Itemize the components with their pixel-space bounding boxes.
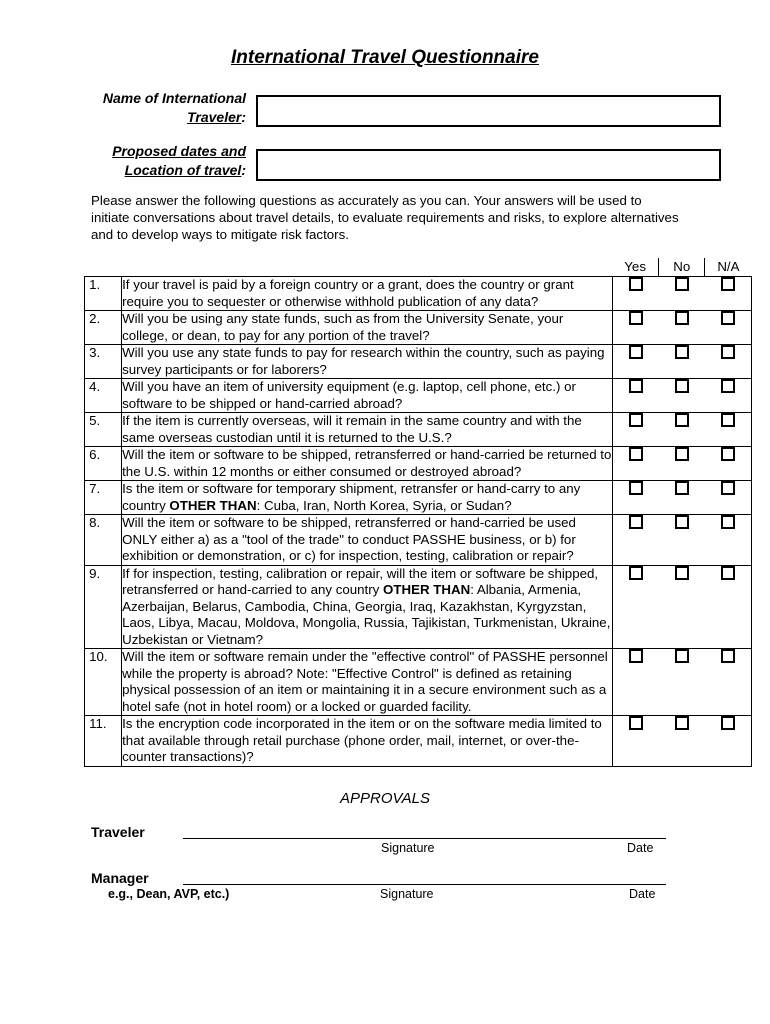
question-text xyxy=(122,277,612,311)
no-checkbox-cell xyxy=(659,311,705,345)
name-label-line2: Traveler xyxy=(187,109,242,125)
question-number: 4. xyxy=(85,379,122,413)
question-number: 2. xyxy=(85,311,122,345)
no-checkbox-cell xyxy=(659,515,705,566)
yes-checkbox[interactable] xyxy=(629,716,643,730)
yes-checkbox-cell xyxy=(612,481,659,515)
question-number: 5. xyxy=(85,413,122,447)
name-label-colon: : xyxy=(241,109,246,125)
question-text xyxy=(122,447,612,481)
na-checkbox-cell xyxy=(705,716,752,767)
question-text xyxy=(122,481,612,515)
question-text-content: Is the encryption code incorporated in the item or on the software media limited to that available through retail purchase (phone order, mail, internet, or over-the-counter transactions)? xyxy=(122,716,602,764)
question-row xyxy=(85,277,752,311)
question-row xyxy=(85,716,752,767)
question-row xyxy=(85,515,752,566)
dates-label-line2: Location of travel xyxy=(124,162,242,178)
yes-checkbox[interactable] xyxy=(629,481,643,495)
no-checkbox[interactable] xyxy=(675,481,689,495)
traveler-date-caption: Date xyxy=(627,841,654,855)
na-checkbox-cell xyxy=(705,481,752,515)
question-number: 9. xyxy=(85,565,122,649)
yes-checkbox-cell xyxy=(612,649,659,716)
na-checkbox-cell xyxy=(705,649,752,716)
dates-label-colon: : xyxy=(241,162,246,178)
header-blank xyxy=(85,258,613,277)
no-checkbox[interactable] xyxy=(675,649,689,663)
question-text-content: Will you be using any state funds, such as from the University Senate, your college, or dean, to pay for any portion of the travel? xyxy=(122,311,564,343)
question-text-part: : Albania, Armenia, Azerbaijan, Belarus, Cambodia, China, Georgia, Iraq, Kazakhstan, Kyrgyzstan, Laos, Libya, Macau, Moldova, Mongolia, Russia, Tajikistan, Turkmenistan, Ukraine, Uzbekistan or Vietnam? xyxy=(122,582,611,647)
column-header-no: No xyxy=(659,258,705,277)
question-row xyxy=(85,345,752,379)
question-number: 1. xyxy=(85,277,122,311)
no-checkbox-cell xyxy=(659,447,705,481)
yes-checkbox[interactable] xyxy=(629,277,643,291)
manager-approval-sublabel: e.g., Dean, AVP, etc.) xyxy=(108,887,230,901)
question-text-emphasis: OTHER THAN xyxy=(383,582,471,597)
na-checkbox[interactable] xyxy=(721,311,735,325)
question-row xyxy=(85,649,752,716)
question-text-part: If for inspection, testing, calibration or repair, will the item or software be shipped, retransferred or hand-carried to any country xyxy=(122,565,599,597)
question-text xyxy=(122,311,612,345)
column-header-yes: Yes xyxy=(624,259,646,274)
question-text xyxy=(122,515,612,566)
na-checkbox[interactable] xyxy=(721,413,735,427)
traveler-signature-caption: Signature xyxy=(381,841,435,855)
approvals-heading: APPROVALS xyxy=(339,790,431,807)
yes-checkbox[interactable] xyxy=(629,447,643,461)
question-text-content: Will the item or software remain under the "effective control" of PASSHE personnel while the property is abroad? Note: "Effective Control" is defined as retaining physical possession of an item or maintaining it in a secure environment such as a hotel safe (not in hotel room) or a locked or guarded facility. xyxy=(122,649,608,714)
no-checkbox-cell xyxy=(659,379,705,413)
manager-approval-label: Manager xyxy=(91,870,149,886)
yes-checkbox-cell xyxy=(612,565,659,649)
yes-checkbox[interactable] xyxy=(629,413,643,427)
manager-date-caption: Date xyxy=(629,887,656,901)
no-checkbox-cell xyxy=(659,716,705,767)
question-number: 10. xyxy=(85,649,122,716)
dates-label-line2-wrap xyxy=(80,161,246,180)
question-text xyxy=(122,565,612,649)
intro-paragraph: Please answer the following questions as accurately as you can. Your answers will be used to initiate conversations about travel details, to evaluate requirements and risks, to explore alternatives and to develop ways to mitigate risk factors. xyxy=(91,193,679,242)
question-text-emphasis: OTHER THAN xyxy=(169,497,257,513)
na-checkbox-cell xyxy=(705,311,752,345)
question-text-content: If your travel is paid by a foreign country or a grant, does the country or grant require you to sequester or otherwise withhold publication of any data? xyxy=(122,277,574,309)
na-checkbox[interactable] xyxy=(721,649,735,663)
no-checkbox[interactable] xyxy=(675,566,689,580)
yes-checkbox[interactable] xyxy=(629,311,643,325)
question-text xyxy=(122,649,612,716)
na-checkbox[interactable] xyxy=(721,481,735,495)
no-checkbox[interactable] xyxy=(675,413,689,427)
question-text-part: : Cuba, Iran, North Korea, Syria, or Sudan? xyxy=(256,497,512,513)
dates-label-line1: Proposed dates and xyxy=(112,143,246,159)
question-row xyxy=(85,481,752,515)
yes-checkbox-cell xyxy=(612,277,659,311)
no-checkbox[interactable] xyxy=(675,345,689,359)
question-text-part: Is the item or software for temporary shipment, retransfer or hand-carry to any country xyxy=(122,481,581,513)
yes-checkbox[interactable] xyxy=(629,566,643,580)
no-checkbox-cell xyxy=(659,277,705,311)
question-text xyxy=(122,379,612,413)
no-checkbox-cell xyxy=(659,481,705,515)
na-checkbox[interactable] xyxy=(721,515,735,529)
traveler-approval-label: Traveler xyxy=(91,824,145,840)
question-row xyxy=(85,565,752,649)
na-checkbox-cell xyxy=(705,413,752,447)
traveler-signature-line[interactable] xyxy=(183,838,666,839)
yes-checkbox-cell xyxy=(612,716,659,767)
question-text-content: Will you have an item of university equipment (e.g. laptop, cell phone, etc.) or software to be shipped or hand-carried abroad? xyxy=(122,379,576,411)
question-row xyxy=(85,413,752,447)
no-checkbox[interactable] xyxy=(675,447,689,461)
question-text xyxy=(122,413,612,447)
na-checkbox[interactable] xyxy=(721,379,735,393)
no-checkbox[interactable] xyxy=(675,311,689,325)
yes-checkbox-cell xyxy=(612,311,659,345)
no-checkbox[interactable] xyxy=(675,379,689,393)
question-number: 8. xyxy=(85,515,122,566)
question-text-content: If the item is currently overseas, will it remain in the same country and with the same overseas custodian until it is returned to the U.S.? xyxy=(122,413,582,445)
question-row xyxy=(85,379,752,413)
na-checkbox[interactable] xyxy=(721,277,735,291)
no-checkbox[interactable] xyxy=(675,515,689,529)
no-checkbox-cell xyxy=(659,649,705,716)
question-text xyxy=(122,716,612,767)
question-number: 6. xyxy=(85,447,122,481)
question-number: 7. xyxy=(85,481,122,515)
no-checkbox-cell xyxy=(659,345,705,379)
yes-checkbox[interactable] xyxy=(629,345,643,359)
question-text-content: Will you use any state funds to pay for research within the country, such as paying survey participants or for laborers? xyxy=(122,345,605,377)
na-checkbox-cell xyxy=(705,515,752,566)
no-checkbox-cell xyxy=(659,413,705,447)
question-text-content: Will the item or software to be shipped, retransferred or hand-carried be used ONLY either a) as a "tool of the trade" to conduct PASSHE business, or b) for exhibition or demonstration, or c) for inspection, testing, calibration or repair? xyxy=(122,515,576,563)
question-row xyxy=(85,447,752,481)
yes-checkbox-cell xyxy=(612,345,659,379)
question-text-content: Will the item or software to be shipped, retransferred or hand-carried be returned to the U.S. within 12 months or either consumed or destroyed abroad? xyxy=(122,447,612,479)
questions-table xyxy=(84,258,752,767)
name-field-label xyxy=(80,89,246,127)
name-label-line2-wrap xyxy=(80,108,246,127)
questions-body xyxy=(85,277,752,767)
yes-checkbox-cell xyxy=(612,413,659,447)
na-checkbox[interactable] xyxy=(721,566,735,580)
na-checkbox-cell xyxy=(705,379,752,413)
na-checkbox[interactable] xyxy=(721,716,735,730)
traveler-name-input[interactable] xyxy=(256,95,721,127)
na-checkbox-cell xyxy=(705,447,752,481)
yes-checkbox[interactable] xyxy=(629,515,643,529)
table-header-row xyxy=(85,258,752,277)
question-number: 3. xyxy=(85,345,122,379)
yes-checkbox-cell xyxy=(612,515,659,566)
yes-checkbox[interactable] xyxy=(629,649,643,663)
na-checkbox-cell xyxy=(705,345,752,379)
no-checkbox[interactable] xyxy=(675,716,689,730)
na-checkbox[interactable] xyxy=(721,345,735,359)
question-text xyxy=(122,345,612,379)
na-checkbox[interactable] xyxy=(721,447,735,461)
na-checkbox-cell xyxy=(705,565,752,649)
manager-signature-line[interactable] xyxy=(183,884,666,885)
travel-dates-location-input[interactable] xyxy=(256,149,721,181)
name-label-line1: Name of International xyxy=(102,90,246,106)
column-header-na: N/A xyxy=(705,258,752,277)
na-checkbox-cell xyxy=(705,277,752,311)
no-checkbox[interactable] xyxy=(675,277,689,291)
yes-checkbox-cell xyxy=(612,447,659,481)
question-row xyxy=(85,311,752,345)
yes-checkbox-cell xyxy=(612,379,659,413)
yes-checkbox[interactable] xyxy=(629,379,643,393)
page-title: International Travel Questionnaire xyxy=(231,47,539,68)
manager-signature-caption: Signature xyxy=(380,887,434,901)
no-checkbox-cell xyxy=(659,565,705,649)
dates-field-label xyxy=(80,142,246,180)
question-number: 11. xyxy=(85,716,122,767)
